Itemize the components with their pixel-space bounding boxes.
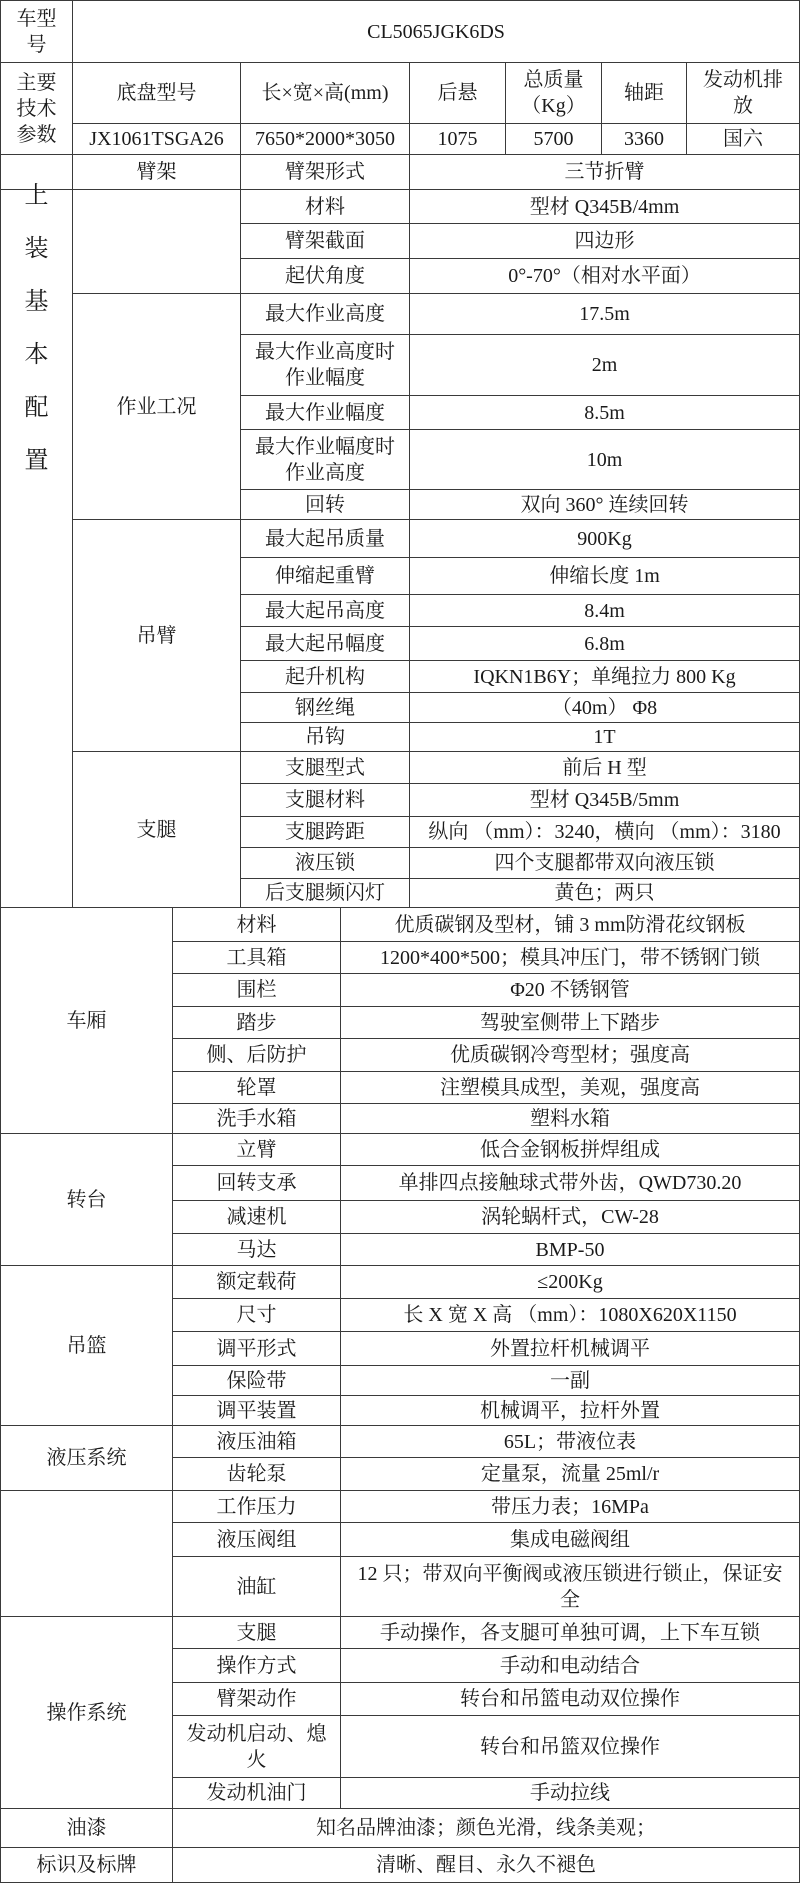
spec-value: 6.8m [410,627,800,661]
spec-value: 转台和吊篮电动双位操作 [341,1683,800,1716]
spec-item: 支腿跨距 [241,817,410,848]
group-label-carriage: 车厢 [1,908,173,1134]
spec-item: 减速机 [173,1201,341,1234]
spec-value [341,1557,800,1617]
spec-item: 后支腿频闪灯 [241,879,410,908]
spec-item: 工具箱 [173,942,341,974]
main-params-header-row [1,63,800,124]
spec-row [1,752,800,784]
spec-value: 900Kg [410,520,800,558]
spec-value: 双向 360° 连续回转 [410,490,800,520]
spec-value: 单排四点接触球式带外齿，QWD730.20 [341,1166,800,1201]
spec-row [1,1426,800,1458]
boom-group-label: 臂架 [73,155,241,190]
spec-row [1,520,800,558]
spec-value: 手动操作，各支腿可单独可调，上下车互锁 [341,1617,800,1649]
spec-item: 发动机油门 [173,1778,341,1809]
spec-row [1,1134,800,1166]
spec-item: 侧、后防护 [173,1039,341,1072]
upper-section-label [1,183,73,908]
spec-value: 优质碳钢及型材，铺 3 mm防滑花纹钢板 [341,908,800,942]
group-label-blank [73,190,241,294]
spec-item: 起伏角度 [241,259,410,294]
signage-row [1,1848,800,1883]
spec-item: 马达 [173,1234,341,1266]
spec-row [1,190,800,224]
spec-item: 材料 [173,908,341,942]
spec-value: 注塑模具成型，美观，强度高 [341,1072,800,1104]
spec-item: 液压阀组 [173,1523,341,1557]
spec-value: 10m [410,430,800,490]
spec-value: 低合金钢板拼焊组成 [341,1134,800,1166]
spec-item: 踏步 [173,1007,341,1039]
group-label-outriggers: 支腿 [73,752,241,908]
spec-value: 转台和吊篮双位操作 [341,1716,800,1778]
spec-value: 优质碳钢冷弯型材；强度高 [341,1039,800,1072]
group-label-hydraulic-system: 液压系统 [1,1426,173,1491]
group-label-blank [1,1491,173,1617]
param-value-wheelbase: 3360 [602,124,687,155]
spec-value: 纵向 （mm）：3240，横向 （mm）：3180 [410,817,800,848]
param-value-total-mass: 5700 [506,124,602,155]
param-value-dimensions: 7650*2000*3050 [241,124,410,155]
spec-value: IQKN1B6Y；单绳拉力 800 Kg [410,661,800,693]
group-label-basket: 吊篮 [1,1266,173,1426]
boom-type-value: 三节折臂 [410,155,800,190]
spec-item: 回转 [241,490,410,520]
spec-value: Φ20 不锈钢管 [341,974,800,1007]
spec-item: 最大作业幅度时作业高度 [241,430,410,490]
main-params-label-text: 主要技术参数 [16,71,57,146]
spec-value: 型材 Q345B/5mm [410,784,800,817]
group-label-crane-boom: 吊臂 [73,520,241,752]
vehicle-model-label-text: 车型号 [16,7,57,56]
spec-value: 65L；带液位表 [341,1426,800,1458]
spec-item: 支腿 [173,1617,341,1649]
spec-item: 洗手水箱 [173,1104,341,1134]
spec-value: 机械调平，拉杆外置 [341,1396,800,1426]
spec-value-text: 12 只；带双向平衡阀或液压锁进行锁止，保证安全 [357,1562,783,1611]
paint-label: 油漆 [1,1809,173,1848]
spec-value: 17.5m [410,294,800,335]
spec-value: 手动和电动结合 [341,1649,800,1683]
spec-value: 外置拉杆机械调平 [341,1332,800,1366]
spec-item: 油缸 [173,1557,341,1617]
spec-value: 四个支腿都带双向液压锁 [410,848,800,879]
spec-value: 前后 H 型 [410,752,800,784]
spec-item: 起升机构 [241,661,410,693]
spec-value: BMP-50 [341,1234,800,1266]
vehicle-model-value: CL5065JGK6DS [73,1,800,63]
group-label-turntable: 转台 [1,1134,173,1266]
param-header-total-mass [506,63,602,124]
spec-value: （40m） Φ8 [410,693,800,723]
spec-item: 操作方式 [173,1649,341,1683]
spec-item: 最大作业高度 [241,294,410,335]
param-header-wheelbase: 轴距 [602,63,687,124]
signage-label: 标识及标牌 [1,1848,173,1883]
spec-item: 轮罩 [173,1072,341,1104]
main-params-value-row [1,124,800,155]
spec-item: 最大起吊幅度 [241,627,410,661]
spec-item: 齿轮泵 [173,1458,341,1491]
spec-value: 1T [410,723,800,752]
spec-value: 8.4m [410,595,800,627]
param-header-chassis-model: 底盘型号 [73,63,241,124]
spec-item: 最大起吊质量 [241,520,410,558]
param-header-emission-text: 发动机排放 [703,69,784,117]
spec-value: 型材 Q345B/4mm [410,190,800,224]
spec-item: 最大作业幅度 [241,396,410,430]
boom-type-item: 臂架形式 [241,155,410,190]
param-header-emission [687,63,800,124]
signage-value: 清晰、醒目、永久不褪色 [173,1848,800,1883]
spec-item: 支腿材料 [241,784,410,817]
spec-row [1,294,800,335]
spec-row [1,908,800,942]
spec-item: 最大作业高度时作业幅度 [241,335,410,396]
group-label-working-conditions: 作业工况 [73,294,241,520]
spec-value: 0°-70°（相对水平面） [410,259,800,294]
vehicle-model-row [1,1,800,63]
main-params-label [1,63,73,155]
spec-item: 液压锁 [241,848,410,879]
param-header-total-mass-text: 总质量（Kg） [521,69,586,117]
spec-value: 塑料水箱 [341,1104,800,1134]
spec-row [1,1266,800,1299]
spec-item: 臂架截面 [241,224,410,259]
spec-item: 围栏 [173,974,341,1007]
spec-item: 钢丝绳 [241,693,410,723]
spec-item: 调平装置 [173,1396,341,1426]
spec-value: 2m [410,335,800,396]
spec-value: 一副 [341,1366,800,1396]
spec-value: 四边形 [410,224,800,259]
spec-item: 调平形式 [173,1332,341,1366]
spec-value: 带压力表；16MPa [341,1491,800,1523]
spec-item: 尺寸 [173,1299,341,1332]
spec-value: 涡轮蜗杆式，CW-28 [341,1201,800,1234]
spec-value: 集成电磁阀组 [341,1523,800,1557]
param-header-dimensions: 长×宽×高(mm) [241,63,410,124]
upper-section-label-text: 上装基本配置 [24,183,49,474]
spec-item: 保险带 [173,1366,341,1396]
param-value-rear-overhang: 1075 [410,124,506,155]
boom-type-row [1,155,800,190]
spec-value: 驾驶室侧带上下踏步 [341,1007,800,1039]
spec-item: 伸缩起重臂 [241,558,410,595]
spec-item: 支腿型式 [241,752,410,784]
spec-item: 液压油箱 [173,1426,341,1458]
spec-item: 立臂 [173,1134,341,1166]
spec-item: 臂架动作 [173,1683,341,1716]
spec-value: 定量泵，流量 25ml/r [341,1458,800,1491]
spec-value: 黄色；两只 [410,879,800,908]
spec-value: ≤200Kg [341,1266,800,1299]
spec-item: 材料 [241,190,410,224]
spec-item: 发动机启动、熄火 [173,1716,341,1778]
param-value-chassis-model: JX1061TSGA26 [73,124,241,155]
spec-item: 回转支承 [173,1166,341,1201]
spec-value: 手动拉线 [341,1778,800,1809]
spec-value: 长 X 宽 X 高 （mm）：1080X620X1150 [341,1299,800,1332]
paint-row [1,1809,800,1848]
spec-item: 吊钩 [241,723,410,752]
group-label-control-system: 操作系统 [1,1617,173,1809]
spec-value: 伸缩长度 1m [410,558,800,595]
param-header-rear-overhang: 后悬 [410,63,506,124]
paint-value: 知名品牌油漆；颜色光滑，线条美观； [173,1809,800,1848]
spec-value: 1200*400*500；模具冲压门，带不锈钢门锁 [341,942,800,974]
spec-row [1,1617,800,1649]
vehicle-model-label [1,1,73,63]
spec-table-bottom [0,907,800,1883]
spec-item: 工作压力 [173,1491,341,1523]
spec-value: 8.5m [410,396,800,430]
spec-item: 额定载荷 [173,1266,341,1299]
spec-table-top [0,0,800,908]
param-value-emission: 国六 [687,124,800,155]
spec-row [1,1491,800,1523]
spec-item: 最大起吊高度 [241,595,410,627]
